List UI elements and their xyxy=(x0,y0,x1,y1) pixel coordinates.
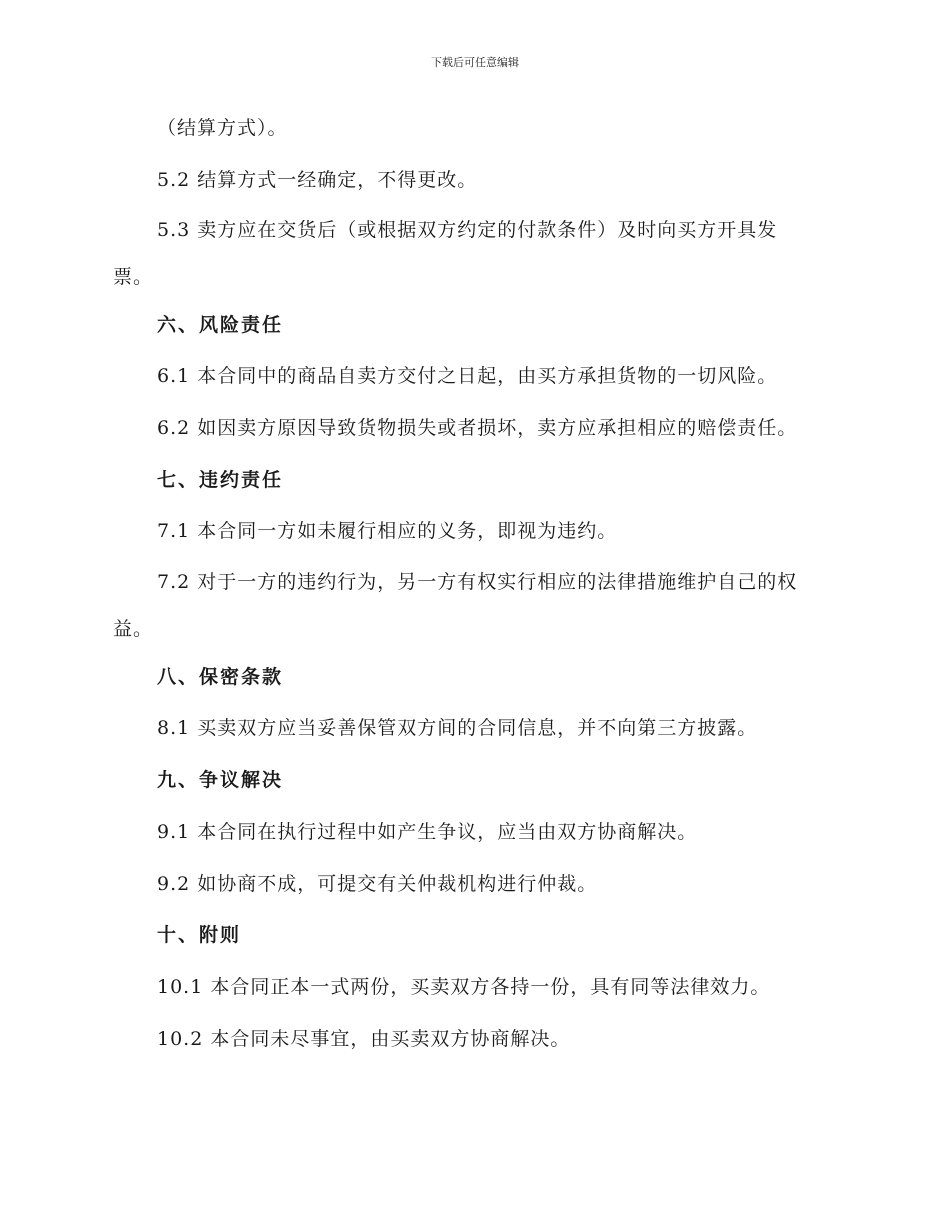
paragraph-10-2: 10.2 本合同未尽事宜，由买卖双方协商解决。 xyxy=(157,1028,571,1050)
section-heading-10: 十、附则 xyxy=(157,924,242,946)
paragraph-6-2: 6.2 如因卖方原因导致货物损失或者损坏，卖方应承担相应的赔偿责任。 xyxy=(157,417,798,439)
paragraph-7-2-line-2: 益。 xyxy=(113,618,154,640)
paragraph-settlement-tail: （结算方式）。 xyxy=(157,117,288,139)
paragraph-6-1: 6.1 本合同中的商品自卖方交付之日起，由买方承担货物的一切风险。 xyxy=(157,365,778,387)
section-heading-9: 九、争议解决 xyxy=(157,769,284,791)
paragraph-9-2: 9.2 如协商不成，可提交有关仲裁机构进行仲裁。 xyxy=(157,873,598,895)
section-heading-8: 八、保密条款 xyxy=(157,666,284,688)
page-header: 下载后可任意编辑 xyxy=(431,56,519,69)
paragraph-8-1: 8.1 买卖双方应当妥善保管双方间的合同信息，并不向第三方披露。 xyxy=(157,717,758,739)
paragraph-9-1: 9.1 本合同在执行过程中如产生争议，应当由双方协商解决。 xyxy=(157,821,698,843)
section-heading-6: 六、风险责任 xyxy=(157,314,284,336)
section-heading-7: 七、违约责任 xyxy=(157,469,284,491)
paragraph-7-2-line-1: 7.2 对于一方的违约行为，另一方有权实行相应的法律措施维护自己的权 xyxy=(157,571,798,593)
paragraph-7-1: 7.1 本合同一方如未履行相应的义务，即视为违约。 xyxy=(157,520,618,542)
paragraph-5-3-line-2: 票。 xyxy=(113,266,154,288)
paragraph-5-2: 5.2 结算方式一经确定，不得更改。 xyxy=(157,169,478,191)
paragraph-10-1: 10.1 本合同正本一式两份，买卖双方各持一份，具有同等法律效力。 xyxy=(157,976,771,998)
paragraph-7-2 xyxy=(113,570,838,641)
paragraph-5-3-line-1: 5.3 卖方应在交货后（或根据双方约定的付款条件）及时向买方开具发 xyxy=(157,219,778,241)
paragraph-5-3 xyxy=(113,218,838,289)
